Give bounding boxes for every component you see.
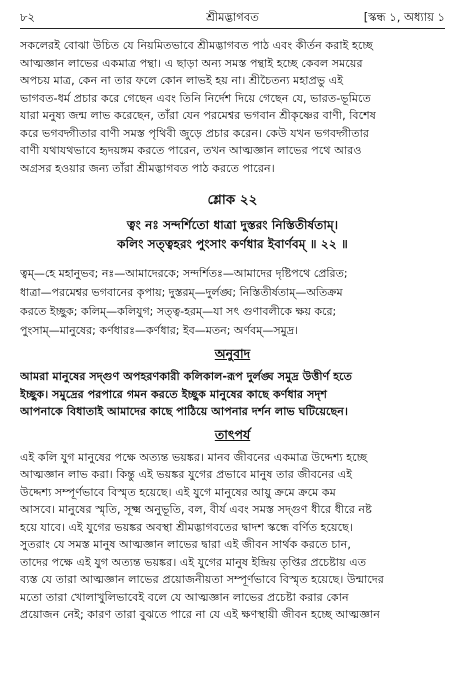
sloka-heading: শ্লোক ২২ bbox=[207, 192, 258, 208]
intro-line: ভাগবত-ধর্ম প্রচার করে গেছেন এবং তিনি নির্দেশ দিয়ে গেছেন যে, ভারত-ভূমিতে bbox=[20, 91, 371, 105]
verse bbox=[20, 216, 445, 254]
purport-line: উদ্দেশ্য সম্পূর্ণভাবে বিস্মৃত হয়েছে। এই যুগে মানুষের আয়ু ক্রমে ক্রমে কম bbox=[20, 485, 336, 499]
page-header bbox=[20, 6, 445, 29]
intro-line: যারা মনুষ্য জন্ম লাভ করেছেন, তাঁরা যেন পরমেশ্বর ভগবান শ্রীকৃষ্ণের বাণী, বিশেষ bbox=[20, 109, 376, 122]
verse-line: কলিং সত্ত্বহরং পুংসাং কর্ণধার ইবার্ণবম্ ॥ ২২ ॥ bbox=[117, 237, 348, 251]
purport-line: ব্যস্ত যে তারা আত্মজ্ঞান লাভের প্রয়োজনীয়তা সম্পূর্ণভাবে বিস্মৃত হয়েছে। উন্মাদের bbox=[20, 573, 384, 586]
synonym-line: ধাত্রা—পরমেশ্বর ভগবানের কৃপায়; দুস্তরম্—দুর্লঙ্ঘ; নিস্তিতীর্ষতাম্—অতিক্রম bbox=[20, 286, 343, 299]
purport-line: হয়ে যাবে। এই যুগের ভয়ঙ্কর অবস্থা শ্রীমদ্ভাগবতের দ্বাদশ স্কন্ধে বর্ণিত হয়েছে। bbox=[20, 520, 353, 534]
page-number: ৮২ bbox=[20, 10, 35, 24]
purport-line: মতো তারা খোলাখুলিভাবেই বলে যে আত্মজ্ঞান লাভের প্রচেষ্টা করার কোন bbox=[20, 590, 349, 604]
purport-heading: তাৎপর্য bbox=[214, 426, 251, 442]
synonym-line: ত্বম্—হে মহানুভব; নঃ—আমাদেরকে; সন্দর্শিতঃ—আমাদের দৃষ্টিপথে প্রেরিত; bbox=[20, 267, 348, 280]
translation-line: আপনাকে বিধাতাই আমাদের কাছে পাঠিয়ে আপনার দর্শন লাভ ঘটিয়েছেন। bbox=[20, 405, 348, 418]
translation-line: আমরা মানুষের সদ্গুণ অপহরণকারী কলিকাল-রূপ দুর্লঙ্ঘ সমুদ্র উত্তীর্ণ হতে bbox=[20, 370, 353, 383]
intro-line: অপচয় মাত্র, কেন না তার ফলে কোন লাভই হয় না। শ্রীচৈতন্য মহাপ্রভু এই bbox=[20, 74, 344, 87]
word-meanings bbox=[20, 264, 445, 340]
purport-line: তাদের পক্ষে এই যুগ অত্যন্ত ভয়ঙ্কর। এই যুগের মানুষ ইন্দ্রিয় তৃপ্তির প্রচেষ্টায় এত bbox=[20, 555, 367, 569]
intro-paragraph bbox=[20, 37, 445, 177]
intro-line: সকলেরই বোঝা উচিত যে নিয়মিতভাবে শ্রীমদ্ভাগবত পাঠ এবং কীর্তন করাই হচ্ছে bbox=[20, 39, 373, 52]
intro-line: বাণী যথাযথভাবে হৃদয়ঙ্গম করতে পারেন, তখন আত্মজ্ঞান লাভের পথে আরও bbox=[20, 144, 362, 157]
intro-line: অগ্রসর হওয়ার জন্য তাঁরা শ্রীমদ্ভাগবত পাঠ করতে পারেন। bbox=[20, 161, 275, 175]
purport bbox=[20, 449, 445, 624]
purport-line: আত্মজ্ঞান লাভ করা। কিন্তু এই ভয়ঙ্কর যুগের প্রভাবে মানুষ তার জীবনের এই bbox=[20, 468, 353, 481]
chapter-reference: [স্কন্ধ ১, অধ্যায় ১ bbox=[363, 10, 445, 24]
book-title: শ্রীমদ্ভাগবত bbox=[206, 10, 259, 24]
intro-line: করে ভগবদ্গীতার বাণী সমস্ত পৃথিবী জুড়ে প্রচার করেন। কেউ যখন ভগবদ্গীতার bbox=[20, 126, 369, 140]
purport-line: সুতরাং যে সমস্ত মানুষ আত্মজ্ঞান লাভের দ্বারা এই জীবন সার্থক করতে চান, bbox=[20, 538, 351, 551]
purport-line: আসবে। মানুষের স্মৃতি, সূক্ষ্ম অনুভূতি, বল, বীর্য এবং সমস্ত সদ্গুণ ধীরে ধীরে নষ্ট bbox=[20, 503, 372, 516]
translation-heading: অনুবাদ bbox=[214, 346, 251, 361]
translation bbox=[20, 368, 445, 421]
intro-line: আত্মজ্ঞান লাভের একমাত্র পন্থা। এ ছাড়া অন্য সমস্ত পন্থাই হচ্ছে কেবল সময়ের bbox=[20, 56, 363, 70]
synonym-line: করতে ইচ্ছুক; কলিম্—কলিযুগ; সত্ত্ব-হরম্—যা সৎ গুণাবলীকে ক্ষয় করে; bbox=[20, 305, 337, 318]
purport-line: এই কলি যুগ মানুষের পক্ষে অত্যন্ত ভয়ঙ্কর। মানব জীবনের একমাত্র উদ্দেশ্য হচ্ছে bbox=[20, 450, 368, 464]
synonym-line: পুংসাম্—মানুষের; কর্ণধারঃ—কর্ণধার; ইব—মতন; অর্ণবম্—সমুদ্র। bbox=[20, 324, 298, 337]
verse-line: ত্বং নঃ সন্দর্শিতো ধাত্রা দুস্তরং নিস্তিতীর্ষতাম্। bbox=[126, 218, 339, 232]
purport-line: প্রয়োজন নেই; কারণ তারা বুঝতে পারে না যে এই ক্ষণস্থায়ী জীবন হচ্ছে আত্মজ্ঞান bbox=[20, 608, 380, 621]
translation-line: ইচ্ছুক। সমুদ্রের পরপারে গমন করতে ইচ্ছুক মানুষের কাছে কর্ণধার সদৃশ bbox=[20, 387, 327, 401]
